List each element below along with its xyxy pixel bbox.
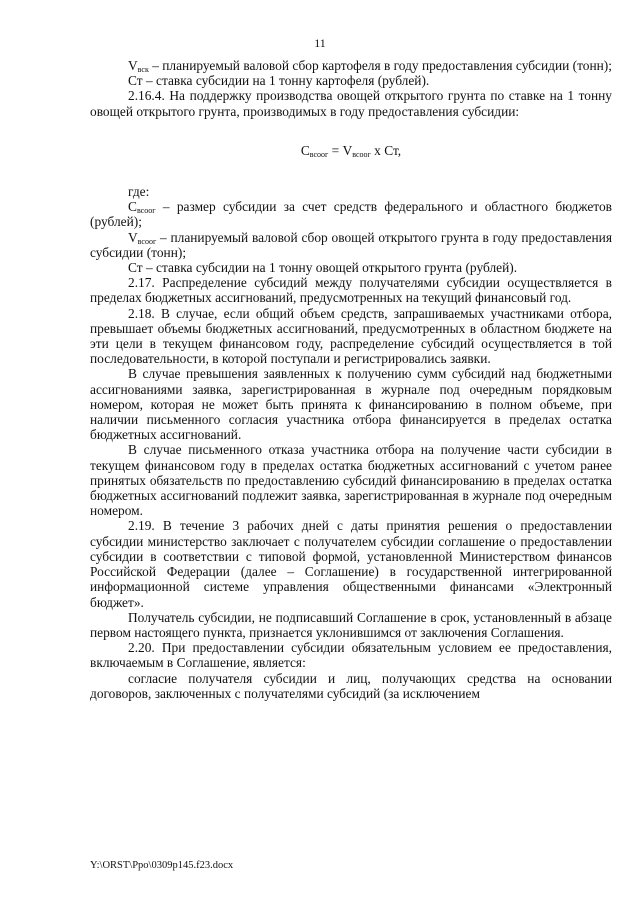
paragraph-st-potato: Ст – ставка субсидии на 1 тонну картофеля (рублей). bbox=[128, 73, 430, 89]
paragraph-2-18: 2.18. В случае, если общий объем средств, запрашиваемых участниками отбора, превышает объемы бюджетных ассигнований, предусмотренных в областном бюджете на эти цели в текущем финансовом году, распределение субсидий осуществляется в той последовательности, в которой поступали и регистрировались заявки. bbox=[90, 305, 612, 367]
paragraph-2-16-4: 2.16.4. На поддержку производства овощей открытого грунта по ставке на 1 тонну овощей открытого грунта, производимых в году предоставления субсидии: bbox=[90, 88, 612, 119]
paragraph-csoog: $С_{всоог}$ – размер субсидии за счет средств федерального и областного бюджетов (рублей); bbox=[90, 199, 612, 230]
paragraph-2-17: 2.17. Распределение субсидий между получателями субсидии осуществляется в пределах бюджетных ассигнований, предусмотренных на текущий финансовый год. bbox=[90, 275, 612, 306]
paragraph-gde: где: bbox=[128, 184, 150, 200]
paragraph-vvsk: $V_{вск}$ – планируемый валовой сбор картофеля в году предоставления субсидии (тонн); bbox=[128, 58, 612, 74]
paragraph-st-vegetables: Ст – ставка субсидии на 1 тонну овощей открытого грунта (рублей). bbox=[128, 260, 518, 276]
paragraph-consent: согласие получателя субсидии и лиц, получающих средства на основании договоров, заключенных с получателями субсидий (за исключением bbox=[90, 670, 612, 701]
paragraph-vsoog: $V_{всоог}$ – планируемый валовой сбор овощей открытого грунта в году предоставления субсидии (тонн); bbox=[90, 229, 612, 260]
paragraph-excess-case: В случае превышения заявленных к получению сумм субсидий над бюджетными ассигнованиями заявка, зарегистрированная в журнале под очередным порядковым номером, которая не может быть принята к финансированию в полном объеме, при наличии письменного согласия участника отбора финансируется в пределах остатка бюджетных ассигнований. bbox=[90, 366, 612, 443]
paragraph-2-20: 2.20. При предоставлении субсидии обязательным условием ее предоставления, включаемым в Соглашение, является: bbox=[90, 640, 612, 671]
document-body bbox=[90, 58, 612, 701]
file-path-footer: Y:\ORST\Ppo\0309p145.f23.docx bbox=[90, 860, 234, 871]
formula: $С_{всоог} = V_{всоог}$ х Ст, bbox=[300, 142, 402, 159]
paragraph-unsigned: Получатель субсидии, не подписавший Соглашение в срок, установленный в абзаце первом настоящего пункта, признается уклонившимся от заключения Соглашения. bbox=[90, 609, 612, 640]
page-number: 11 bbox=[314, 36, 326, 50]
paragraph-refusal-case: В случае письменного отказа участника отбора на получение части субсидии в текущем финансовом году в пределах остатка бюджетных ассигнований с учетом ранее принятых обязательств по предоставлению субсидий финансированию в пределах остатка бюджетных ассигнований подлежит заявка, зарегистрированная в журнале под очередным номером. bbox=[90, 442, 612, 519]
paragraph-2-19: 2.19. В течение 3 рабочих дней с даты принятия решения о предоставлении субсидии министерство заключает с получателем субсидии соглашение о предоставлении субсидии в соответствии с типовой формой, установленной Министерством финансов Российской Федерации (далее – Соглашение) в государственной интегрированной информационной системе управления общественными финансами «Электронный бюджет». bbox=[90, 518, 612, 610]
